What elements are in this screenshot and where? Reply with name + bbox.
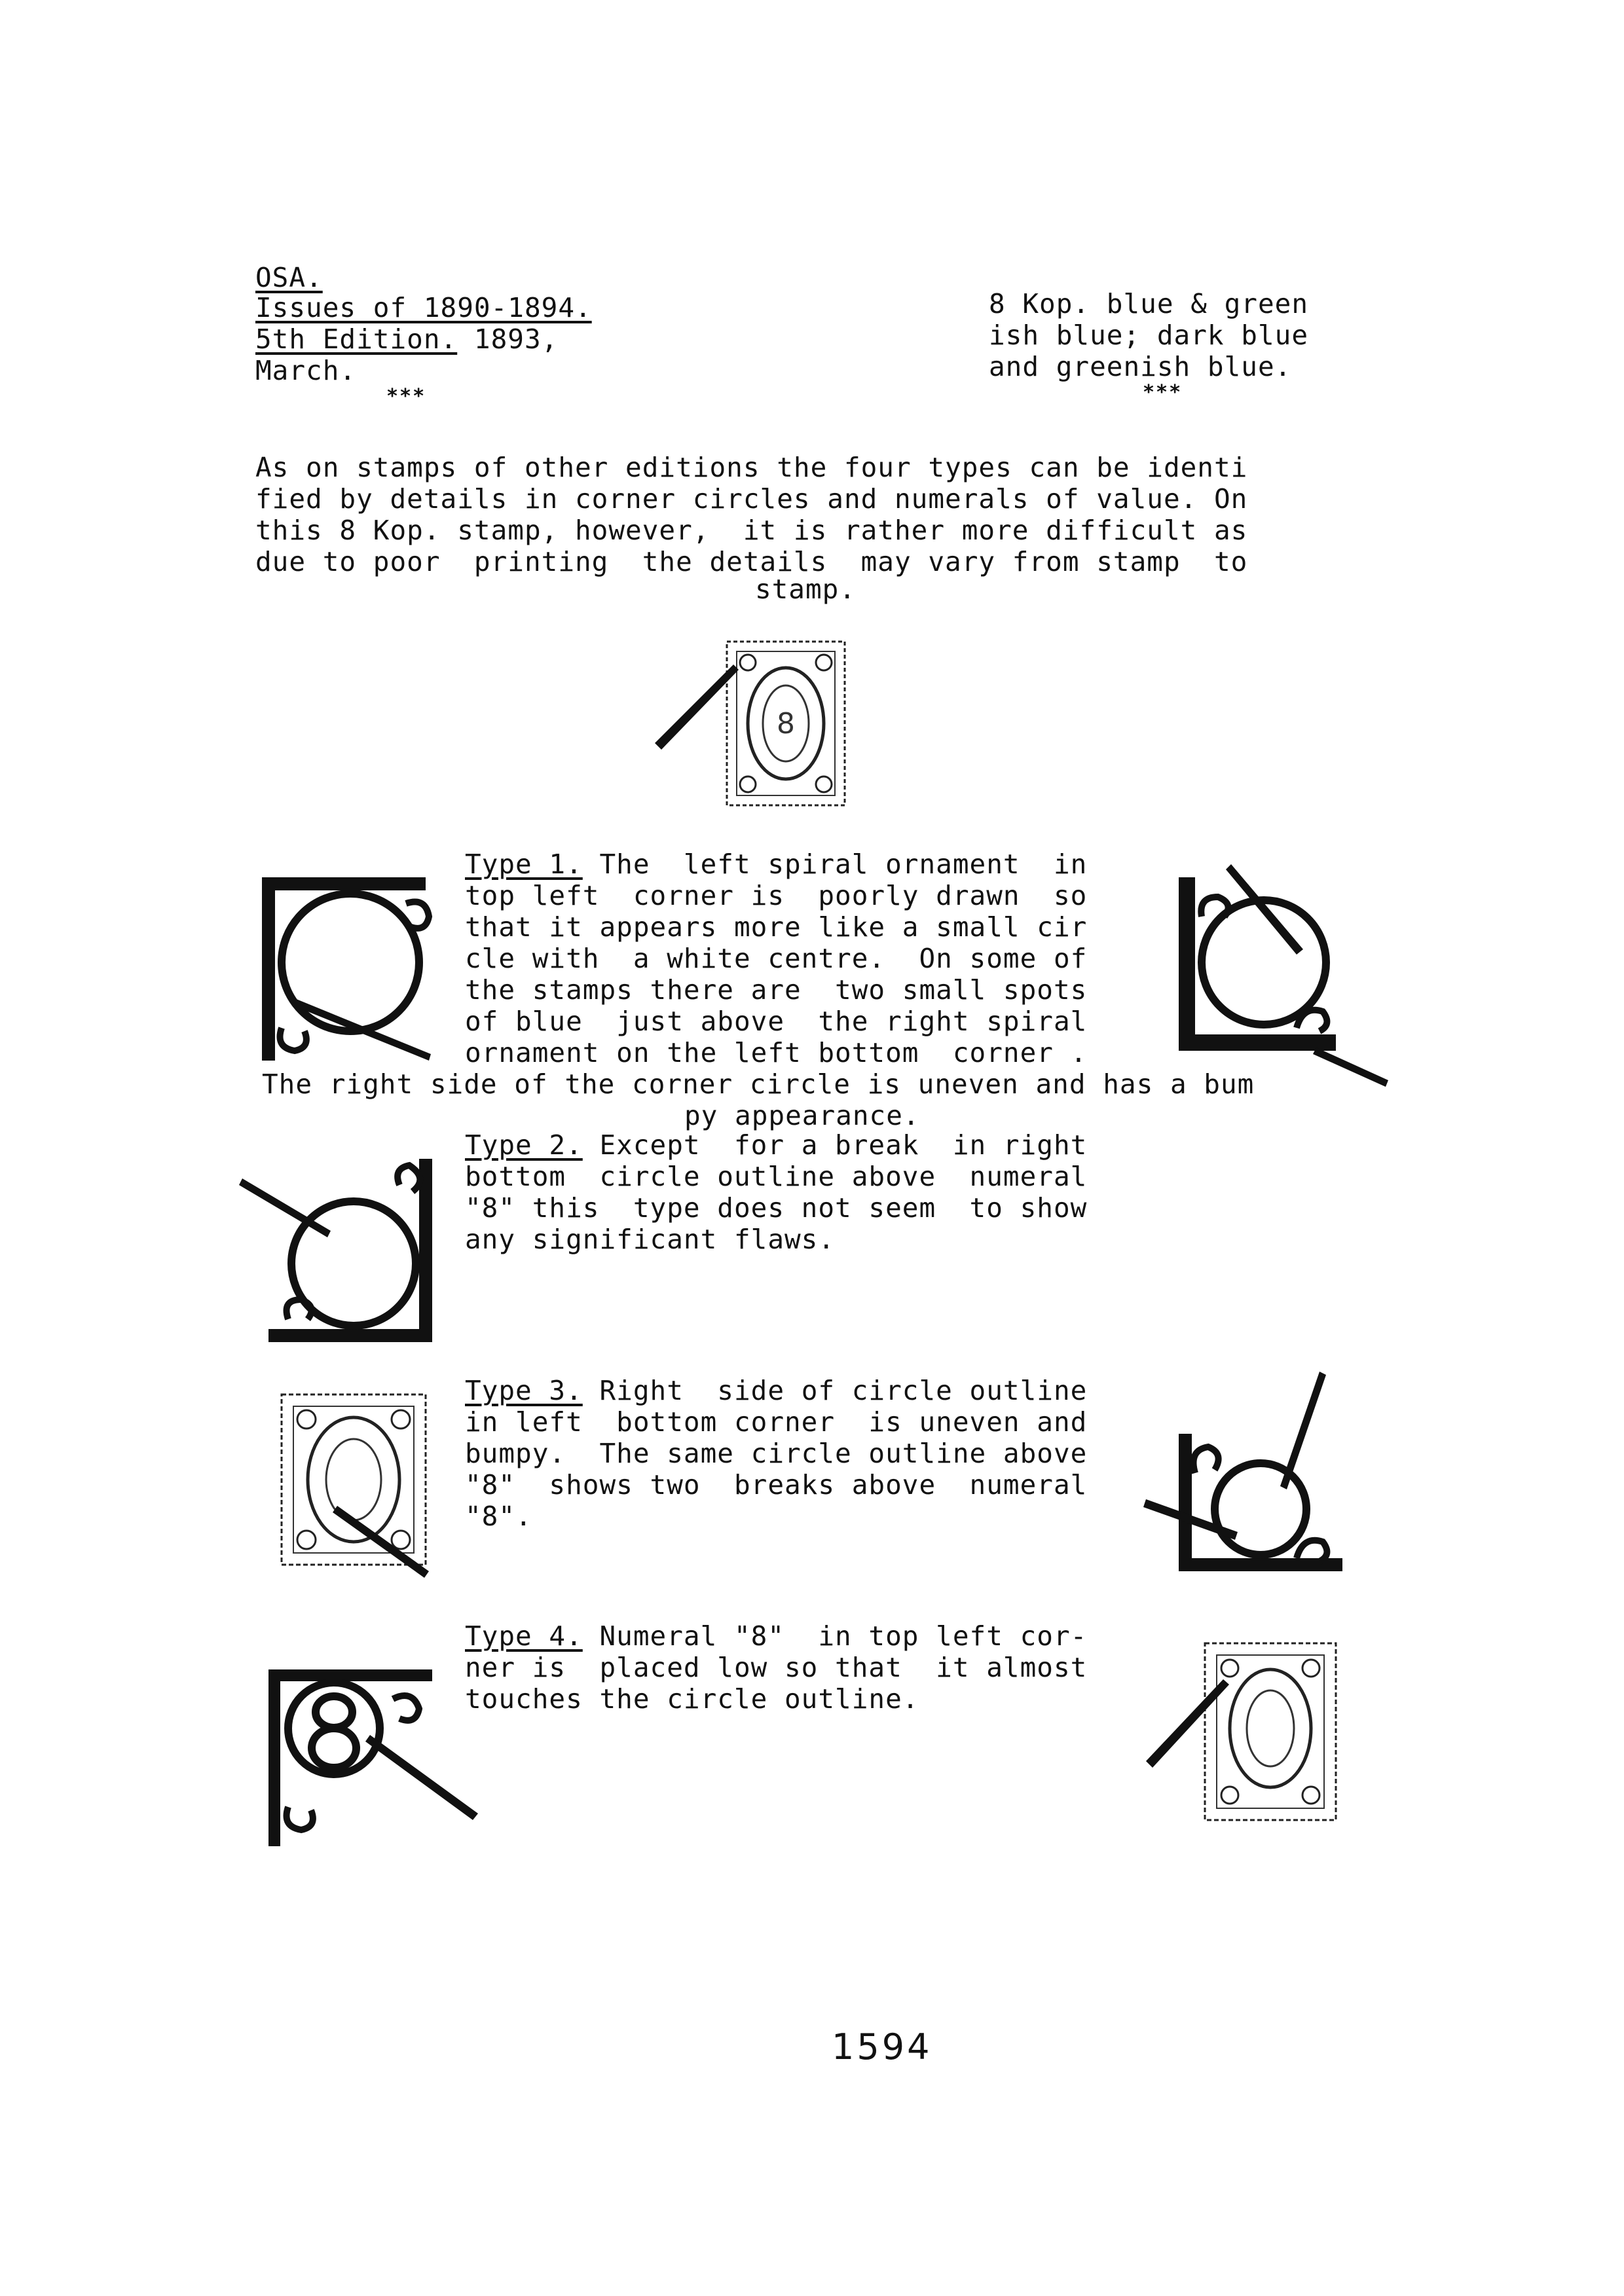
intro-line-5: stamp. [754, 574, 857, 605]
stamp-illustration-center [648, 622, 871, 818]
type4-line-2: ner is placed low so that it almost [465, 1652, 1088, 1683]
type3-line-4: "8" shows two breaks above numeral [465, 1469, 1088, 1501]
svg-text:8: 8 [777, 707, 795, 740]
type3-line-1: Type 3. Right side of circle outline [465, 1375, 1088, 1406]
type2-line-2: bottom circle outline above numeral [465, 1161, 1088, 1192]
header-edition [255, 323, 558, 355]
type2-corner-illustration [236, 1152, 445, 1349]
header-left-stars: *** [386, 385, 426, 408]
type1-line-9: py appearance. [684, 1100, 920, 1131]
header-right-line2: ish blue; dark blue [989, 319, 1308, 351]
header-right-stars: *** [1143, 381, 1183, 404]
header-edition-year: 1893, [457, 323, 559, 355]
type1-line-3: that it appears more like a small cir [465, 911, 1088, 943]
type1-line-7: ornament on the left bottom corner . [465, 1037, 1088, 1068]
type1-heading: Type 1. [465, 848, 583, 880]
header-issues: Issues of 1890-1894. [255, 292, 592, 323]
type1-line-1: Type 1. The left spiral ornament in [465, 848, 1088, 880]
type4-corner-illustration [262, 1650, 485, 1859]
type3-line-3: bumpy. The same circle outline above [465, 1438, 1088, 1469]
header-country: OSA. [255, 262, 323, 293]
type2-heading: Type 2. [465, 1129, 583, 1161]
intro-line-4: due to poor printing the details may vary from stamp to [255, 546, 1248, 577]
type2-line-1: Type 2. Except for a break in right [465, 1129, 1088, 1161]
type3-stamp-illustration [262, 1375, 458, 1584]
type3-line-5: "8". [465, 1501, 532, 1532]
type4-line-1: Type 4. Numeral "8" in top left cor- [465, 1620, 1088, 1652]
type1-corner-illustration [255, 864, 445, 1067]
type1-line-4: cle with a white centre. On some of [465, 943, 1088, 974]
type1-line-8: The right side of the corner circle is uneven and has a bum [262, 1068, 1255, 1100]
header-edition-label: 5th Edition. [255, 323, 458, 355]
type2-line-4: any significant flaws. [465, 1224, 836, 1255]
type4-line-3: touches the circle outline. [465, 1683, 919, 1715]
type1-line-2: top left corner is poorly drawn so [465, 880, 1088, 911]
type3-corner-illustration [1139, 1368, 1356, 1591]
type4-stamp-illustration [1139, 1630, 1349, 1833]
intro-line-1: As on stamps of other editions the four types can be identi [255, 452, 1248, 483]
header-month: March. [255, 355, 357, 386]
type2-line-3: "8" this type does not seem to show [465, 1192, 1088, 1224]
page-number: 1594 [832, 2026, 932, 2068]
header-right-line3: and greenish blue. [989, 351, 1292, 382]
intro-line-2: fied by details in corner circles and numerals of value. On [255, 483, 1248, 515]
header-right-line1: 8 Kop. blue & green [989, 288, 1308, 319]
type1-line-6: of blue just above the right spiral [465, 1006, 1088, 1037]
type1-line-5: the stamps there are two small spots [465, 974, 1088, 1006]
type3-line-2: in left bottom corner is uneven and [465, 1406, 1088, 1438]
intro-line-3: this 8 Kop. stamp, however, it is rather more difficult as [255, 515, 1248, 546]
type4-heading: Type 4. [465, 1620, 583, 1652]
type3-heading: Type 3. [465, 1375, 583, 1406]
